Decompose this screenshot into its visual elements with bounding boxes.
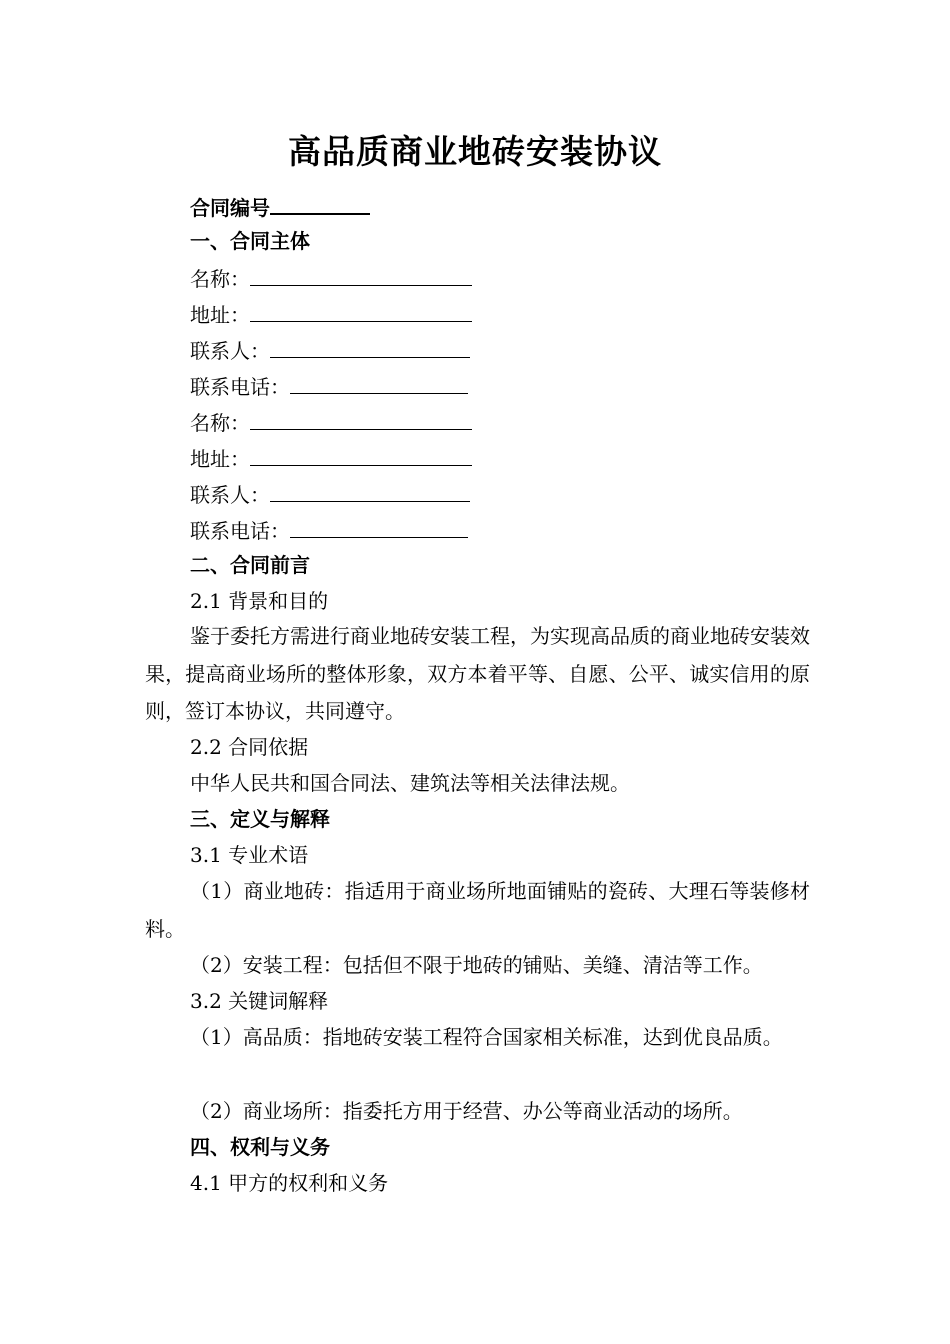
party-b-address-row [190, 443, 472, 473]
party-b-name-label: 名称： [190, 411, 250, 435]
party-b-contact-blank[interactable] [270, 479, 470, 502]
party-b-name-blank[interactable] [250, 407, 472, 430]
party-b-address-label: 地址： [190, 447, 250, 471]
party-b-contact-row [190, 479, 470, 509]
party-b-phone-blank[interactable] [290, 515, 468, 538]
party-b-contact-label: 联系人： [190, 483, 270, 507]
section3-2-item1: （1）高品质：指地砖安装工程符合国家相关标准，达到优良品质。 [190, 1025, 783, 1049]
party-b-phone-label: 联系电话： [190, 519, 290, 543]
party-b-address-blank[interactable] [250, 443, 472, 466]
party-a-address-blank[interactable] [250, 299, 472, 322]
section4-1-title: 4.1 甲方的权利和义务 [190, 1171, 389, 1195]
section2-1-title: 2.1 背景和目的 [190, 589, 329, 613]
document-title: 高品质商业地砖安装协议 [288, 132, 662, 171]
party-a-contact-row [190, 335, 470, 365]
section2-1-text: 鉴于委托方需进行商业地砖安装工程，为实现高品质的商业地砖安装效果，提高商业场所的整体形象，双方本着平等、自愿、公平、诚实信用的原则，签订本协议，共同遵守。 [145, 624, 810, 723]
contract-number-label: 合同编号 [190, 196, 270, 220]
section3-2-item2: （2）商业场所：指委托方用于经营、办公等商业活动的场所。 [190, 1099, 743, 1123]
section2-heading: 二、合同前言 [190, 553, 310, 577]
section3-1-title: 3.1 专业术语 [190, 843, 309, 867]
section2-2-title: 2.2 合同依据 [190, 735, 309, 759]
party-a-contact-blank[interactable] [270, 335, 470, 358]
section4-heading: 四、权利与义务 [190, 1135, 330, 1159]
section3-1-item2: （2）安装工程：包括但不限于地砖的铺贴、美缝、清洁等工作。 [190, 953, 763, 977]
contract-number-row [190, 191, 370, 222]
section1-heading: 一、合同主体 [190, 229, 310, 253]
section3-heading: 三、定义与解释 [190, 807, 330, 831]
party-a-phone-blank[interactable] [290, 371, 468, 394]
party-a-name-row [190, 263, 472, 293]
section3-2-title: 3.2 关键词解释 [190, 989, 329, 1013]
section2-2-text: 中华人民共和国合同法、建筑法等相关法律法规。 [190, 771, 630, 795]
section3-1-item1: （1）商业地砖：指适用于商业场所地面铺贴的瓷砖、大理石等装修材料。 [145, 879, 810, 941]
party-b-name-row [190, 407, 472, 437]
party-b-phone-row [190, 515, 468, 545]
party-a-address-row [190, 299, 472, 329]
party-a-name-blank[interactable] [250, 263, 472, 286]
party-a-phone-row [190, 371, 468, 401]
party-a-name-label: 名称： [190, 267, 250, 291]
party-a-contact-label: 联系人： [190, 339, 270, 363]
party-a-address-label: 地址： [190, 303, 250, 327]
party-a-phone-label: 联系电话： [190, 375, 290, 399]
contract-number-blank[interactable] [270, 191, 370, 215]
